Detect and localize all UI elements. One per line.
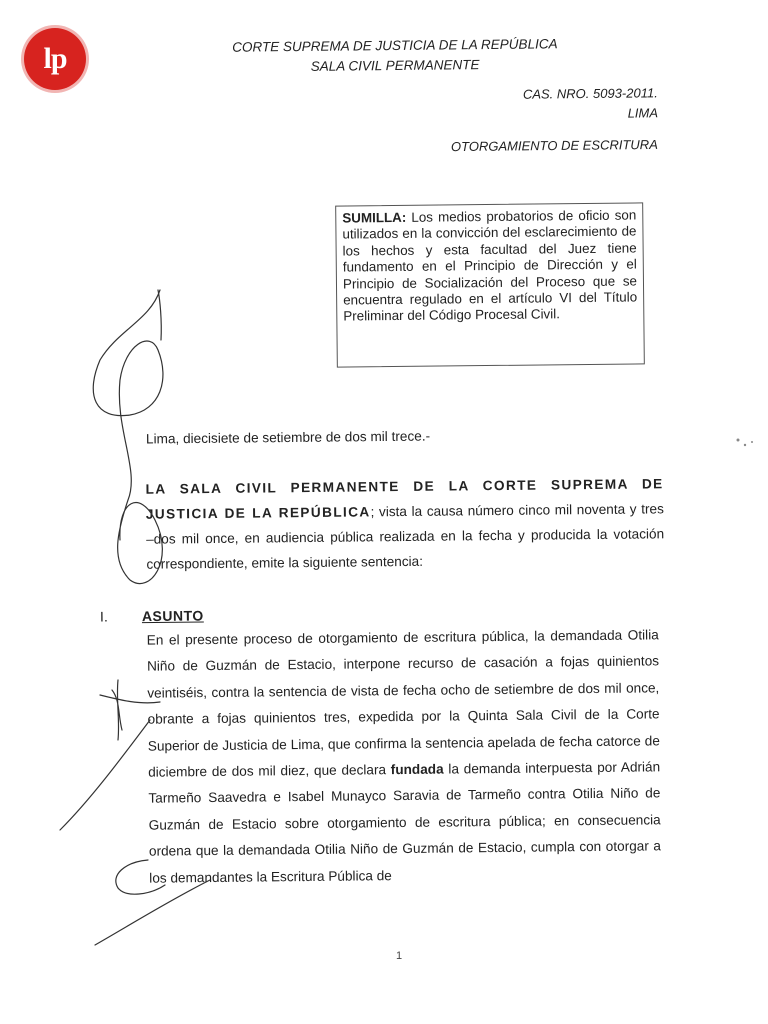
court-header [200, 34, 590, 78]
intro-rest: ; vista la causa número cinco mil noventa y tres –dos mil once, en audiencia pública realizada en la fecha y producida la votación correspondiente, emite la siguiente sentencia: [146, 501, 665, 572]
lp-logo [24, 28, 86, 90]
case-number: CAS. NRO. 5093-2011. [522, 85, 658, 102]
body-part2: la demanda interpuesta por Adrián Tarmeño Saavedra e Isabel Munayco Saravia de Tarmeño contra Otilia Niño de Guzmán de Estacio sobre otorgamiento de escritura pública; en consecuencia ordena que la demandada Otilia Niño de Guzmán de Estacio, cumpla con otorgar a los demandantes la Escritura Pública de [148, 759, 662, 886]
sumilla-box [335, 202, 645, 367]
case-subject: OTORGAMIENTO DE ESCRITURA [451, 136, 659, 155]
body-part1: En el presente proceso de otorgamiento de escritura pública, la demandada Otilia Niño de Guzmán de Estacio, interpone recurso de casación a fojas quinientos veintiséis, contra la sentencia de vista de fecha ocho de setiembre de dos mil once, obrante a fojas quinientos tres, expedida por la Quinta Sala Civil de la Corte Superior de Justicia de Lima, que confirma la sentencia apelada de fecha catorce de diciembre de dos mil diez, que declara [146, 627, 660, 780]
intro-paragraph [145, 471, 664, 576]
chamber-name: SALA CIVIL PERMANENTE [310, 57, 480, 74]
body-bold: fundada [390, 761, 444, 778]
sumilla-label: SUMILLA: [342, 209, 407, 226]
logo-text: lp [43, 42, 67, 75]
intro-bold: LA SALA CIVIL PERMANENTE DE LA CORTE SUPREMA DE JUSTICIA DE LA REPÚBLICA [145, 476, 664, 522]
body-paragraph [147, 622, 662, 891]
section-number: I. [99, 608, 108, 625]
case-reference [523, 83, 658, 124]
case-city: LIMA [627, 105, 659, 121]
sumilla-text: Los medios probatorios de oficio son utilizados en la convicción del esclarecimiento de los hechos y esta facultad del Juez tiene fundamento en el Principio de Dirección y el Principio de Socialización del Proceso que se encuentra regulado en el artículo VI del Título Preliminar del Código Procesal Civil. [342, 207, 638, 324]
page-number: 1 [396, 950, 403, 962]
dateline: Lima, diecisiete de setiembre de dos mil trece.- [145, 428, 431, 447]
court-name: CORTE SUPREMA DE JUSTICIA DE LA REPÚBLICA [232, 36, 558, 55]
section-title: ASUNTO [141, 607, 204, 625]
section-heading [100, 607, 204, 624]
